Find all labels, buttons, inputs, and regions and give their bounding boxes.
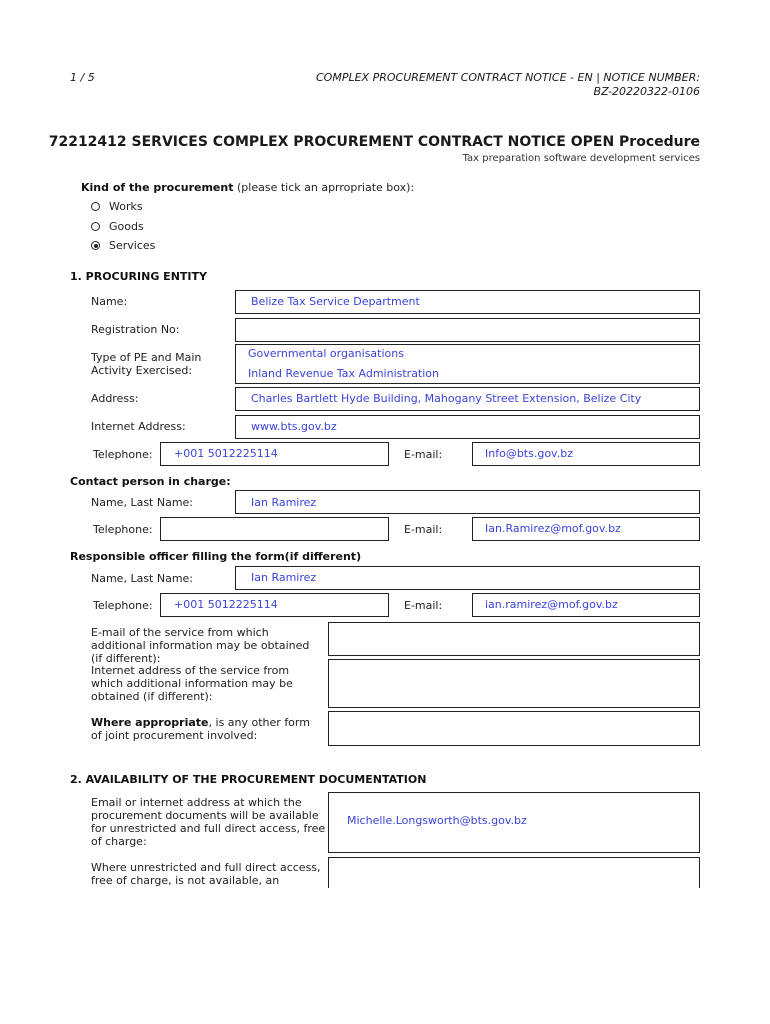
contact-telephone-field[interactable] bbox=[160, 517, 389, 541]
access-value: Michelle.Longsworth@bts.gov.bz bbox=[347, 814, 527, 827]
officer-telephone-label: Telephone: bbox=[93, 599, 153, 612]
officer-email-value: ian.ramirez@mof.gov.bz bbox=[485, 598, 618, 611]
type-pe-value2: Inland Revenue Tax Administration bbox=[248, 367, 440, 380]
indication-label: Where unrestricted and full direct access, free of charge, is not available, an bbox=[91, 861, 321, 887]
officer-name-field[interactable] bbox=[235, 566, 700, 590]
contact-name-field[interactable] bbox=[235, 490, 700, 514]
contact-email-label: E-mail: bbox=[404, 523, 443, 536]
type-pe-field[interactable] bbox=[235, 344, 700, 384]
name-label: Name: bbox=[91, 295, 128, 308]
email-field[interactable] bbox=[472, 442, 700, 466]
email-label: E-mail: bbox=[404, 448, 443, 461]
type-pe-label: Type of PE and Main Activity Exercised: bbox=[91, 351, 202, 377]
joint-procurement-field[interactable] bbox=[328, 711, 700, 746]
address-label: Address: bbox=[91, 392, 139, 405]
address-field[interactable] bbox=[235, 387, 700, 411]
access-field[interactable] bbox=[328, 792, 700, 853]
contact-heading: Contact person in charge: bbox=[70, 475, 231, 488]
notice-header-line1: COMPLEX PROCUREMENT CONTRACT NOTICE - EN | NOTICE NUMBER: bbox=[316, 71, 700, 84]
officer-telephone-field[interactable] bbox=[160, 593, 389, 617]
kind-label: Kind of the procurement (please tick an aprropriate box): bbox=[81, 181, 415, 194]
radio-selected-icon[interactable] bbox=[91, 241, 100, 250]
service-internet-field[interactable] bbox=[328, 659, 700, 708]
radio-works[interactable] bbox=[91, 200, 211, 214]
page-title: 72212412 SERVICES COMPLEX PROCUREMENT CONTRACT NOTICE OPEN Procedure bbox=[48, 134, 700, 150]
name-field[interactable] bbox=[235, 290, 700, 314]
service-internet-label: Internet address of the service from which additional information may be obtained (if different): bbox=[91, 664, 293, 703]
email-value: Info@bts.gov.bz bbox=[485, 447, 573, 460]
page-bottom-blank bbox=[0, 888, 770, 1024]
contact-name-value: Ian Ramirez bbox=[251, 496, 317, 509]
contact-telephone-label: Telephone: bbox=[93, 523, 153, 536]
internet-label: Internet Address: bbox=[91, 420, 186, 433]
contact-email-value: Ian.Ramirez@mof.gov.bz bbox=[485, 522, 621, 535]
page-number: 1 / 5 bbox=[70, 71, 95, 84]
notice-number: BZ-20220322-0106 bbox=[593, 85, 700, 98]
section2-heading: 2. AVAILABILITY OF THE PROCUREMENT DOCUMENTATION bbox=[70, 773, 427, 786]
internet-field[interactable] bbox=[235, 415, 700, 439]
contact-email-field[interactable] bbox=[472, 517, 700, 541]
notice-header bbox=[230, 71, 700, 99]
officer-name-label: Name, Last Name: bbox=[91, 572, 194, 585]
contact-name-label: Name, Last Name: bbox=[91, 496, 194, 509]
joint-procurement-label: Where appropriate, is any other form of joint procurement involved: bbox=[91, 716, 310, 742]
radio-services[interactable] bbox=[91, 239, 211, 253]
registration-field[interactable] bbox=[235, 318, 700, 342]
radio-services-label: Services bbox=[109, 239, 156, 252]
page-subtitle: Tax preparation software development services bbox=[462, 153, 700, 164]
telephone-field[interactable] bbox=[160, 442, 389, 466]
radio-circle-icon[interactable] bbox=[91, 202, 100, 211]
radio-goods[interactable] bbox=[91, 220, 211, 234]
radio-circle-icon[interactable] bbox=[91, 222, 100, 231]
indication-field[interactable] bbox=[328, 857, 700, 888]
section1-heading: 1. PROCURING ENTITY bbox=[70, 270, 207, 283]
service-email-field[interactable] bbox=[328, 622, 700, 656]
officer-name-value: Ian Ramirez bbox=[251, 571, 317, 584]
access-label: Email or internet address at which the procurement documents will be available for unrestricted and full direct access, free of charge: bbox=[91, 796, 326, 848]
telephone-label: Telephone: bbox=[93, 448, 153, 461]
telephone-value: +001 5012225114 bbox=[174, 447, 278, 460]
name-value: Belize Tax Service Department bbox=[251, 295, 420, 308]
officer-heading: Responsible officer filling the form(if different) bbox=[70, 550, 362, 563]
type-pe-value1: Governmental organisations bbox=[248, 347, 404, 360]
internet-value: www.bts.gov.bz bbox=[251, 420, 337, 433]
radio-goods-label: Goods bbox=[109, 220, 144, 233]
officer-email-field[interactable] bbox=[472, 593, 700, 617]
officer-telephone-value: +001 5012225114 bbox=[174, 598, 278, 611]
officer-email-label: E-mail: bbox=[404, 599, 443, 612]
service-email-label: E-mail of the service from which additional information may be obtained (if different): bbox=[91, 626, 310, 665]
address-value: Charles Bartlett Hyde Building, Mahogany Street Extension, Belize City bbox=[251, 392, 642, 405]
radio-works-label: Works bbox=[109, 200, 143, 213]
registration-label: Registration No: bbox=[91, 323, 180, 336]
